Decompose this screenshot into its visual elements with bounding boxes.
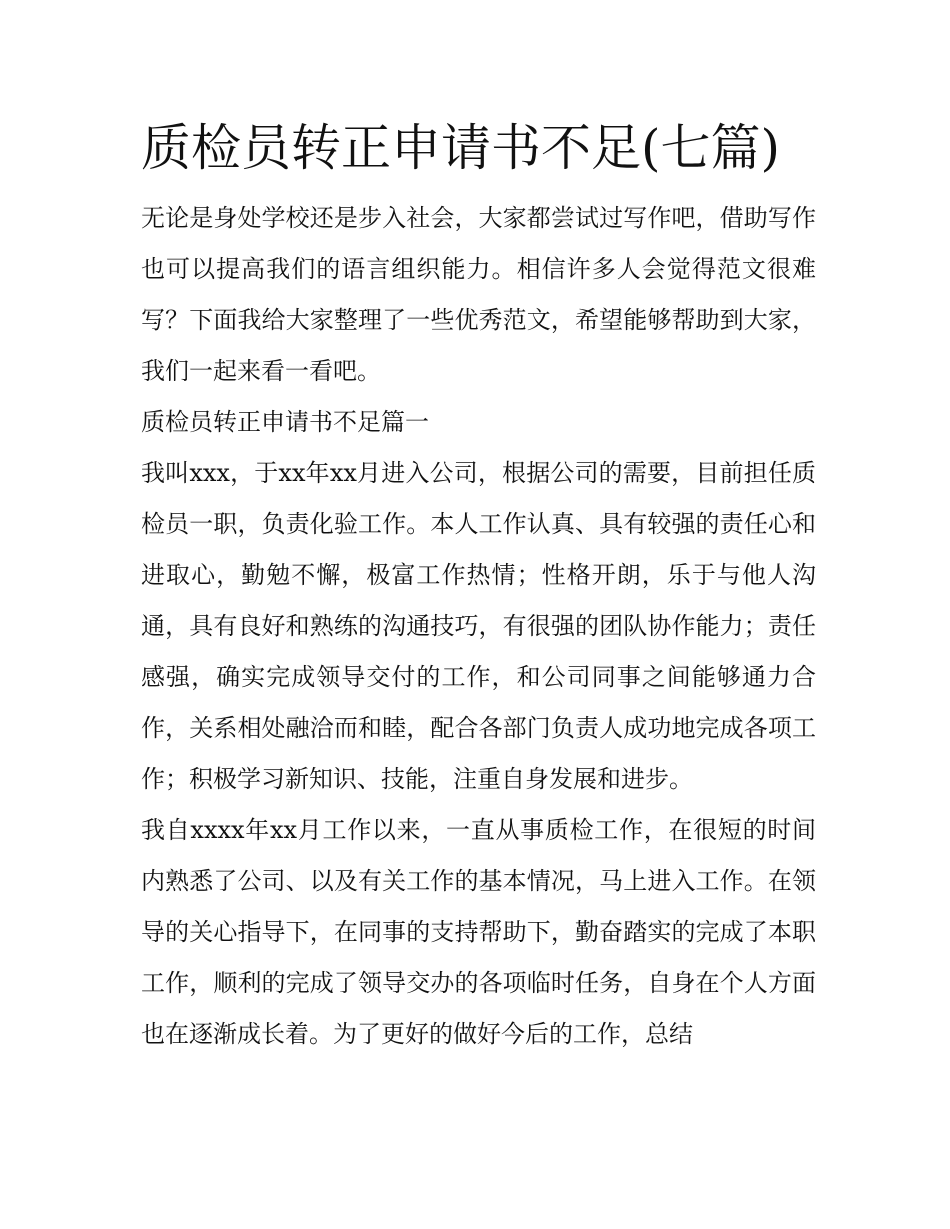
intro-paragraph: 无论是身处学校还是步入社会，大家都尝试过写作吧，借助写作也可以提高我们的语言组织能力。相信许多人会觉得范文很难写？下面我给大家整理了一些优秀范文，希望能够帮助到大家，我们一起来看一看吧。 (141, 204, 816, 385)
document-body (141, 115, 816, 1060)
document-title: 质检员转正申请书不足(七篇) (141, 119, 781, 177)
body-paragraph: 我叫xxx，于xx年xx月进入公司，根据公司的需要，目前担任质检员一职，负责化验工作。本人工作认真、具有较强的责任心和进取心，勤勉不懈，极富工作热情；性格开朗，乐于与他人沟通，具有良好和熟练的沟通技巧，有很强的团队协作能力；责任感强，确实完成领导交付的工作，和公司同事之间能够通力合作，关系相处融洽而和睦，配合各部门负责人成功地完成各项工作；积极学习新知识、技能，注重自身发展和进步。 (141, 459, 816, 793)
section-heading: 质检员转正申请书不足篇一 (141, 408, 429, 436)
body-paragraph: 我自xxxx年xx月工作以来，一直从事质检工作，在很短的时间内熟悉了公司、以及有关工作的基本情况，马上进入工作。在领导的关心指导下，在同事的支持帮助下，勤奋踏实的完成了本职工作，顺利的完成了领导交办的各项临时任务，自身在个人方面也在逐渐成长着。为了更好的做好今后的工作，总结 (141, 816, 816, 1048)
